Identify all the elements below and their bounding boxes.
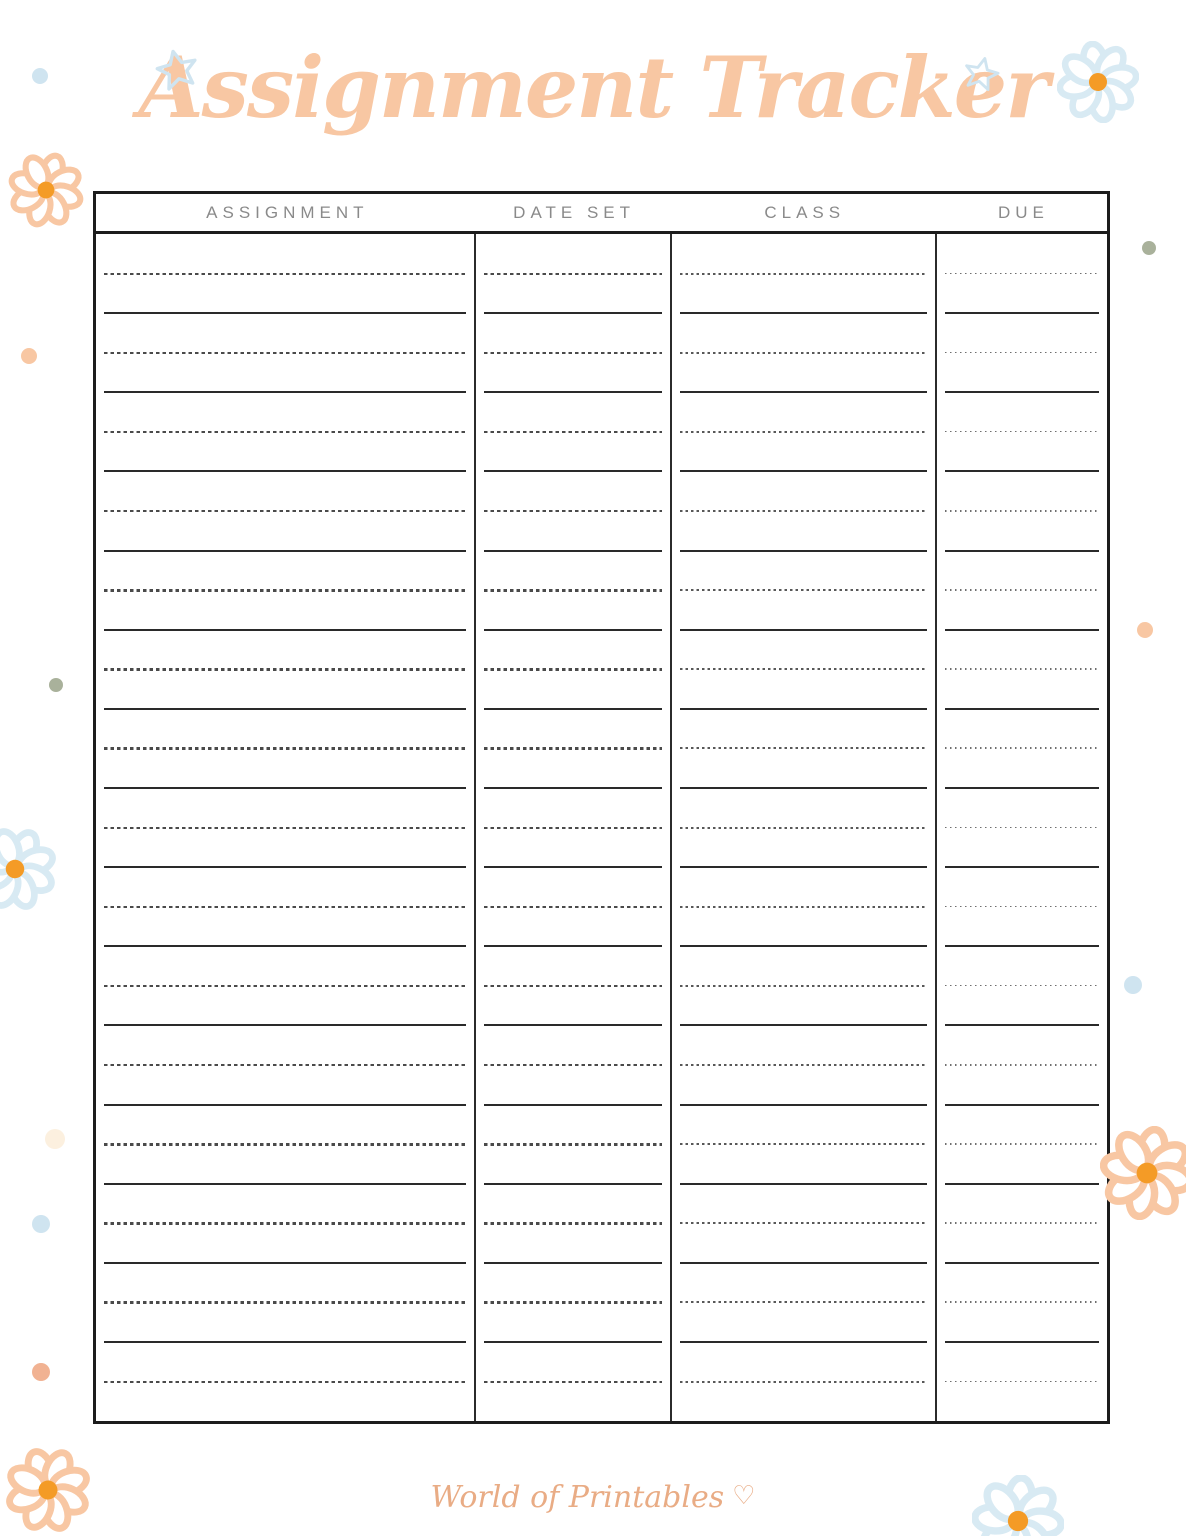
write-on-line [680, 906, 927, 908]
write-on-line [680, 1143, 927, 1145]
table-cell [670, 1025, 935, 1104]
table-cell [96, 630, 474, 709]
write-on-line [484, 668, 662, 670]
table-row [96, 630, 1107, 709]
write-on-line [104, 1143, 466, 1145]
decorative-dot [32, 1215, 50, 1233]
table-cell [474, 788, 670, 867]
table-cell [474, 946, 670, 1025]
write-on-line [680, 431, 927, 433]
column-header-date-set: DATE SET [513, 202, 636, 222]
write-on-line [680, 273, 927, 275]
decorative-dot [49, 678, 63, 692]
table-cell [670, 392, 935, 471]
footer-brand-text: World of Printables [430, 1480, 725, 1515]
write-on-line [945, 906, 1099, 908]
table-row [96, 1025, 1107, 1104]
table-cell [935, 946, 1107, 1025]
table-header [96, 194, 1107, 234]
write-on-line [484, 827, 662, 829]
table-cell [670, 1105, 935, 1184]
write-on-line [680, 589, 927, 591]
write-on-line [680, 510, 927, 512]
write-on-line [104, 1301, 466, 1303]
write-on-line [484, 906, 662, 908]
daisy-icon [0, 827, 57, 911]
table-cell [935, 313, 1107, 392]
table-cell [935, 1263, 1107, 1342]
table-cell [670, 1263, 935, 1342]
table-cell [474, 471, 670, 550]
write-on-line [484, 431, 662, 433]
table-cell [474, 709, 670, 788]
write-on-line [680, 985, 927, 987]
table-cell [670, 946, 935, 1025]
write-on-line [104, 668, 466, 670]
write-on-line [104, 747, 466, 749]
table-row [96, 471, 1107, 550]
write-on-line [484, 1381, 662, 1383]
table-cell [96, 1105, 474, 1184]
table-row [96, 788, 1107, 867]
write-on-line [945, 1222, 1099, 1224]
table-cell [474, 313, 670, 392]
assignment-tracker-table [93, 191, 1110, 1424]
table-cell [670, 867, 935, 946]
write-on-line [484, 510, 662, 512]
star-icon [147, 40, 206, 99]
write-on-line [104, 1064, 466, 1066]
table-row [96, 234, 1107, 313]
table-cell [96, 946, 474, 1025]
write-on-line [484, 589, 662, 591]
table-cell [96, 867, 474, 946]
table-cell [96, 551, 474, 630]
daisy-icon [8, 152, 84, 228]
table-row [96, 1184, 1107, 1263]
table-cell [474, 234, 670, 313]
write-on-line [484, 1064, 662, 1066]
table-cell [670, 234, 935, 313]
write-on-line [680, 827, 927, 829]
write-on-line [484, 1222, 662, 1224]
table-cell [474, 630, 670, 709]
write-on-line [484, 1301, 662, 1303]
table-cell [96, 788, 474, 867]
table-cell [96, 709, 474, 788]
table-cell [670, 709, 935, 788]
table-cell [670, 1184, 935, 1263]
table-cell [670, 551, 935, 630]
table-cell [935, 709, 1107, 788]
column-header-assignment: ASSIGNMENT [206, 202, 369, 222]
write-on-line [945, 747, 1099, 749]
table-cell [935, 867, 1107, 946]
table-cell [96, 234, 474, 313]
table-cell [474, 392, 670, 471]
table-cell [935, 234, 1107, 313]
table-body [96, 234, 1107, 1421]
write-on-line [945, 1301, 1099, 1303]
table-row [96, 1105, 1107, 1184]
decorative-dot [1137, 622, 1153, 638]
write-on-line [680, 668, 927, 670]
table-cell [474, 1184, 670, 1263]
table-row [96, 709, 1107, 788]
write-on-line [680, 747, 927, 749]
write-on-line [104, 827, 466, 829]
table-cell [96, 471, 474, 550]
table-cell [670, 788, 935, 867]
write-on-line [104, 510, 466, 512]
write-on-line [945, 510, 1099, 512]
table-row [96, 1342, 1107, 1421]
table-cell [935, 788, 1107, 867]
write-on-line [104, 1222, 466, 1224]
write-on-line [680, 1064, 927, 1066]
write-on-line [104, 273, 466, 275]
table-cell [474, 867, 670, 946]
decorative-dot [1124, 976, 1142, 994]
table-cell [670, 630, 935, 709]
table-cell [935, 1184, 1107, 1263]
table-cell [474, 1105, 670, 1184]
write-on-line [484, 985, 662, 987]
table-cell [935, 551, 1107, 630]
write-on-line [945, 827, 1099, 829]
write-on-line [680, 1381, 927, 1383]
table-cell [670, 313, 935, 392]
table-cell [670, 471, 935, 550]
table-cell [96, 1263, 474, 1342]
table-row [96, 867, 1107, 946]
write-on-line [680, 1301, 927, 1303]
daisy-icon [1057, 41, 1139, 123]
write-on-line [945, 1381, 1099, 1383]
write-on-line [945, 1064, 1099, 1066]
heart-icon: ♡ [732, 1481, 756, 1511]
decorative-dot [45, 1129, 65, 1149]
write-on-line [945, 985, 1099, 987]
write-on-line [484, 273, 662, 275]
decorative-dot [21, 348, 37, 364]
table-cell [935, 630, 1107, 709]
write-on-line [104, 352, 466, 354]
table-cell [96, 1025, 474, 1104]
write-on-line [104, 431, 466, 433]
decorative-dot [1142, 241, 1156, 255]
write-on-line [104, 1381, 466, 1383]
write-on-line [945, 1143, 1099, 1145]
daisy-icon [972, 1475, 1064, 1536]
page-title: Assignment Tracker [138, 38, 1048, 137]
table-cell [96, 1342, 474, 1421]
daisy-icon [5, 1447, 91, 1533]
table-row [96, 1263, 1107, 1342]
column-header-due: DUE [997, 202, 1049, 222]
table-cell [935, 392, 1107, 471]
write-on-line [945, 273, 1099, 275]
write-on-line [104, 589, 466, 591]
table-row [96, 392, 1107, 471]
decorative-dot [32, 1363, 50, 1381]
write-on-line [104, 906, 466, 908]
decorative-dot [32, 68, 48, 84]
table-cell [935, 1025, 1107, 1104]
write-on-line [945, 352, 1099, 354]
write-on-line [484, 747, 662, 749]
table-cell [474, 551, 670, 630]
table-cell [474, 1263, 670, 1342]
write-on-line [104, 985, 466, 987]
table-cell [96, 392, 474, 471]
write-on-line [680, 352, 927, 354]
daisy-icon [1100, 1126, 1186, 1220]
table-cell [935, 1105, 1107, 1184]
table-cell [96, 313, 474, 392]
table-row [96, 946, 1107, 1025]
write-on-line [945, 589, 1099, 591]
table-cell [96, 1184, 474, 1263]
table-cell [670, 1342, 935, 1421]
table-row [96, 313, 1107, 392]
write-on-line [945, 668, 1099, 670]
table-cell [474, 1342, 670, 1421]
write-on-line [945, 431, 1099, 433]
write-on-line [680, 1222, 927, 1224]
table-cell [935, 471, 1107, 550]
column-header-class: CLASS [764, 202, 846, 222]
table-row [96, 551, 1107, 630]
write-on-line [484, 1143, 662, 1145]
table-cell [935, 1342, 1107, 1421]
table-cell [474, 1025, 670, 1104]
write-on-line [484, 352, 662, 354]
